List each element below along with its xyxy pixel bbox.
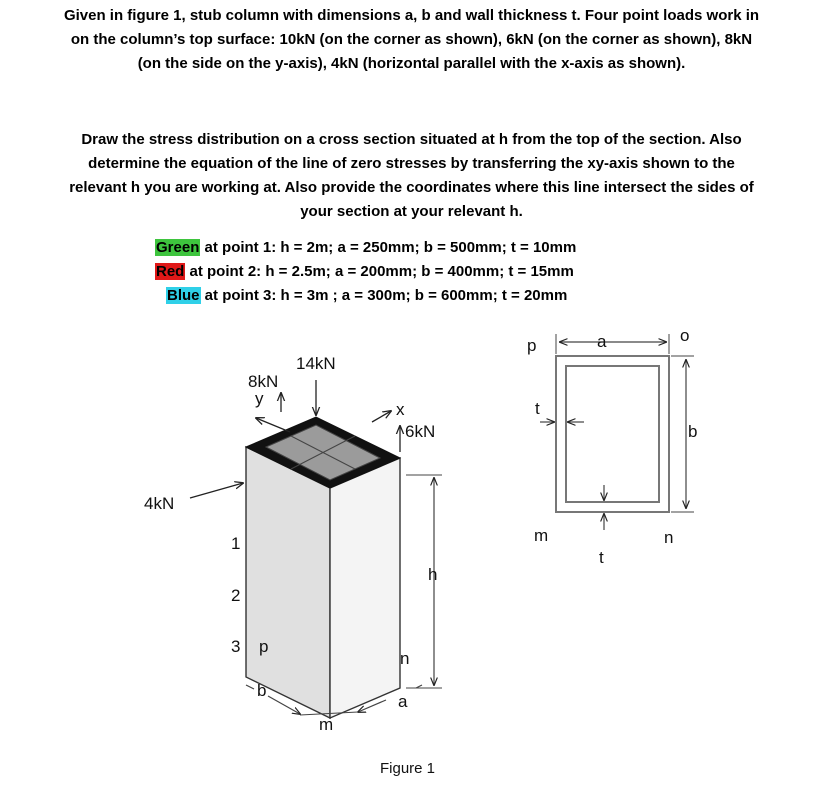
paragraph-2-line: relevant h you are working at. Also provide the coordinates where this line intersect the sides of <box>69 179 754 196</box>
stub-column <box>246 417 400 718</box>
red-highlight: Red <box>156 263 185 280</box>
load-8kn-arrow <box>256 418 290 432</box>
load-14kn-label: 14kN <box>296 354 336 373</box>
point-3-text: at point 3: h = 3m ; a = 300m; b = 600mm; t = 20mm <box>200 287 568 304</box>
section-a-label: a <box>597 332 607 351</box>
paragraph-2-line: your section at your relevant h. <box>300 203 523 220</box>
column-p-label: p <box>259 637 269 656</box>
paragraph-1-line: Given in figure 1, stub column with dimensions a, b and wall thickness t. Four point loads work in <box>63 7 760 24</box>
load-4kn-arrow <box>190 483 243 498</box>
figure-caption: Figure 1 <box>380 760 436 777</box>
x-axis-label: x <box>396 400 405 419</box>
paragraph-1-line: (on the side on the y-axis), 4kN (horizontal parallel with the x-axis as shown). <box>137 55 686 72</box>
section-t-side-label: t <box>535 399 540 418</box>
column-a-label: a <box>398 692 408 711</box>
section-inner-wall <box>566 366 659 502</box>
point-1-label: 1 <box>231 534 241 553</box>
column-b-label: b <box>257 681 267 700</box>
section-n-label: n <box>664 528 674 547</box>
column-h-label: h <box>428 565 438 584</box>
b-dimension-tick <box>246 685 254 689</box>
load-6kn-label: 6kN <box>405 422 436 441</box>
green-highlight: Green <box>156 239 200 256</box>
section-p-label: p <box>527 336 537 355</box>
column-right-face <box>330 458 400 718</box>
column-m-label: m <box>319 715 334 734</box>
load-4kn-label: 4kN <box>144 494 175 513</box>
section-o-label: o <box>680 326 690 345</box>
point-2-text: at point 2: h = 2.5m; a = 200mm; b = 400mm; t = 15mm <box>185 263 574 280</box>
point-1-text: at point 1: h = 2m; a = 250mm; b = 500mm; t = 10mm <box>200 239 577 256</box>
point-2-label: 2 <box>231 586 241 605</box>
point-3-label: 3 <box>231 637 241 656</box>
blue-highlight: Blue <box>167 287 200 304</box>
x-axis-arrow <box>372 411 391 422</box>
column-n-label: n <box>400 649 410 668</box>
section-t-bottom-label: t <box>599 548 604 567</box>
y-axis-label: y <box>255 389 264 408</box>
cross-section <box>556 356 669 512</box>
load-8kn-label: 8kN <box>248 372 279 391</box>
column-left-face <box>246 447 330 718</box>
paragraph-1-line: on the column’s top surface: 10kN (on the corner as shown), 6kN (on the corner as shown), 8kN <box>70 31 753 48</box>
section-b-label: b <box>688 422 698 441</box>
section-m-label: m <box>534 526 549 545</box>
paragraph-2-line: Draw the stress distribution on a cross section situated at h from the top of the section. Also <box>81 131 742 148</box>
paragraph-2-line: determine the equation of the line of zero stresses by transferring the xy-axis shown to the <box>88 155 735 172</box>
